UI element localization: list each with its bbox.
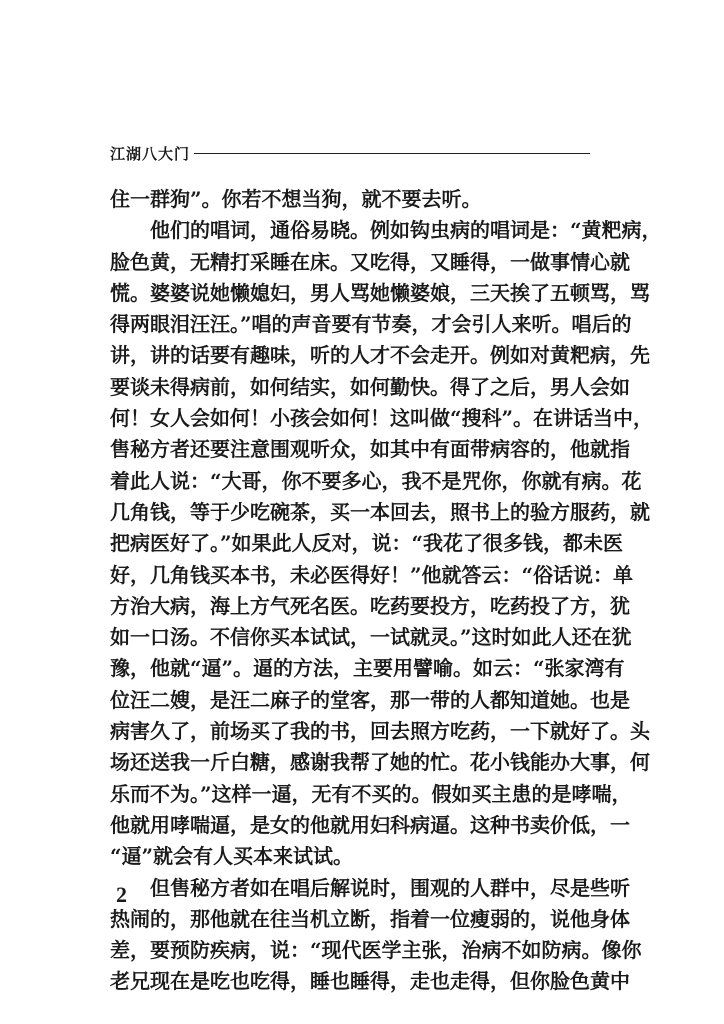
text-line: 把病医好了。”如果此人反对，说：“我花了很多钱，都未医 xyxy=(110,531,624,556)
text-line: 何！女人会如何！小孩会如何！这叫做“搜科”。在讲话当中， xyxy=(110,406,654,431)
text-line: 几角钱，等于少吃碗茶，买一本回去，照书上的验方服药，就 xyxy=(110,499,650,524)
text-line: 热闹的，那他就在往当机立断，指着一位瘦弱的，说他身体 xyxy=(110,906,630,931)
text-line: 场还送我一斤白糖，感谢我帮了她的忙。花小钱能办大事，何 xyxy=(110,750,650,775)
text-line: 如一口汤。不信你买本试试，一试就灵。”这时如此人还在犹 xyxy=(110,625,632,650)
text-line: 但售秘方者如在唱后解说时，围观的人群中，尽是些听 xyxy=(150,875,630,900)
text-line: “逼”就会有人买本来试试。 xyxy=(110,844,354,869)
text-line: 差，要预防疾病，说：“现代医学主张，治病不如防病。像你 xyxy=(110,938,642,963)
text-line: 位汪二嫂，是汪二麻子的堂客，那一带的人都知道她。也是 xyxy=(110,687,630,712)
text-line: 要谈未得病前，如何结实，如何勤快。得了之后，男人会如 xyxy=(110,374,630,399)
running-title: 江湖八大门 xyxy=(110,144,191,163)
text-line: 他们的唱词，通俗易晓。例如钩虫病的唱词是：“黄粑病， xyxy=(150,218,662,243)
text-line: 好，几角钱买本书，未必医得好！”他就答云：“俗话说：单 xyxy=(110,562,634,587)
text-line: 病害久了，前场买了我的书，回去照方吃药，一下就好了。头 xyxy=(110,719,650,744)
text-line: 着此人说：“大哥，你不要多心，我不是咒你，你就有病。花 xyxy=(110,468,642,493)
header-rule xyxy=(194,153,590,154)
page-number: 2 xyxy=(116,882,127,907)
text-line: 讲，讲的话要有趣味，听的人才不会走开。例如对黄粑病，先 xyxy=(110,343,650,368)
text-line: 慌。婆婆说她懒媳妇，男人骂她懒婆娘，三天挨了五顿骂，骂 xyxy=(110,280,650,305)
text-line: 乐而不为。”这样一逼，无有不买的。假如买主患的是哮喘， xyxy=(110,781,632,806)
running-header xyxy=(110,142,590,164)
text-line: 得两眼泪汪汪。”唱的声音要有节奏，才会引人来听。唱后的 xyxy=(110,312,632,337)
text-line: 豫，他就“逼”。逼的方法，主要用譬喻。如云：“张家湾有 xyxy=(110,656,625,681)
text-line: 住一群狗”。你若不想当狗，就不要去听。 xyxy=(110,187,482,211)
text-line: 售秘方者还要注意围观听众，如其中有面带病容的，他就指 xyxy=(110,437,630,462)
text-line: 方治大病，海上方气死名医。吃药要投方，吃药投了方，犹 xyxy=(110,593,630,618)
body-text xyxy=(110,184,662,998)
text-line: 老兄现在是吃也吃得，睡也睡得，走也走得，但你脸色黄中 xyxy=(110,969,630,994)
text-line: 他就用哮喘逼，是女的他就用妇科病逼。这种书卖价低，一 xyxy=(110,812,630,837)
text-line: 脸色黄，无精打采睡在床。又吃得，又睡得，一做事情心就 xyxy=(110,249,630,274)
